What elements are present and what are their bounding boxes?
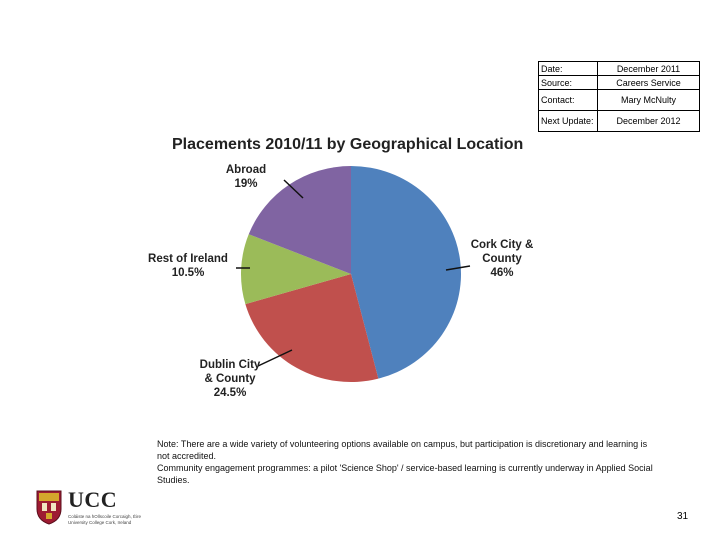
note-line-2: Community engagement programmes: a pilot 'Science Shop' / service-based learning is currently underway in Applied Social Studies. [157, 463, 653, 485]
meta-key: Next Update: [539, 111, 598, 132]
meta-value: Mary McNulty [598, 90, 700, 111]
meta-key: Contact: [539, 90, 598, 111]
meta-value: Careers Service [598, 76, 700, 90]
slice-label: Rest of Ireland 10.5% [148, 253, 228, 279]
slice-label: Dublin City & County 24.5% [199, 359, 261, 399]
logo-subtitle-irish: Coláiste na hOllscoile Corcaigh, Éire [68, 514, 142, 519]
page-number: 31 [677, 511, 689, 522]
slice-label: Cork City & County 46% [470, 239, 534, 279]
crest-icon [36, 489, 62, 525]
note-line-1: Note: There are a wide variety of volunteering options available on campus, but participation is discretionary and learning is not accredited. [157, 439, 648, 461]
logo-wordmark: UCC [68, 487, 118, 512]
meta-key: Source: [539, 76, 598, 90]
meta-value: December 2012 [598, 111, 700, 132]
note-text [157, 438, 657, 486]
logo-subtitle-english: University College Cork, Ireland [68, 520, 132, 525]
ucc-logo [36, 489, 166, 529]
chart-title: Placements 2010/11 by Geographical Location [172, 136, 524, 153]
meta-value: December 2011 [598, 62, 700, 76]
meta-key: Date: [539, 62, 598, 76]
slice-label: Abroad 19% [225, 164, 267, 190]
